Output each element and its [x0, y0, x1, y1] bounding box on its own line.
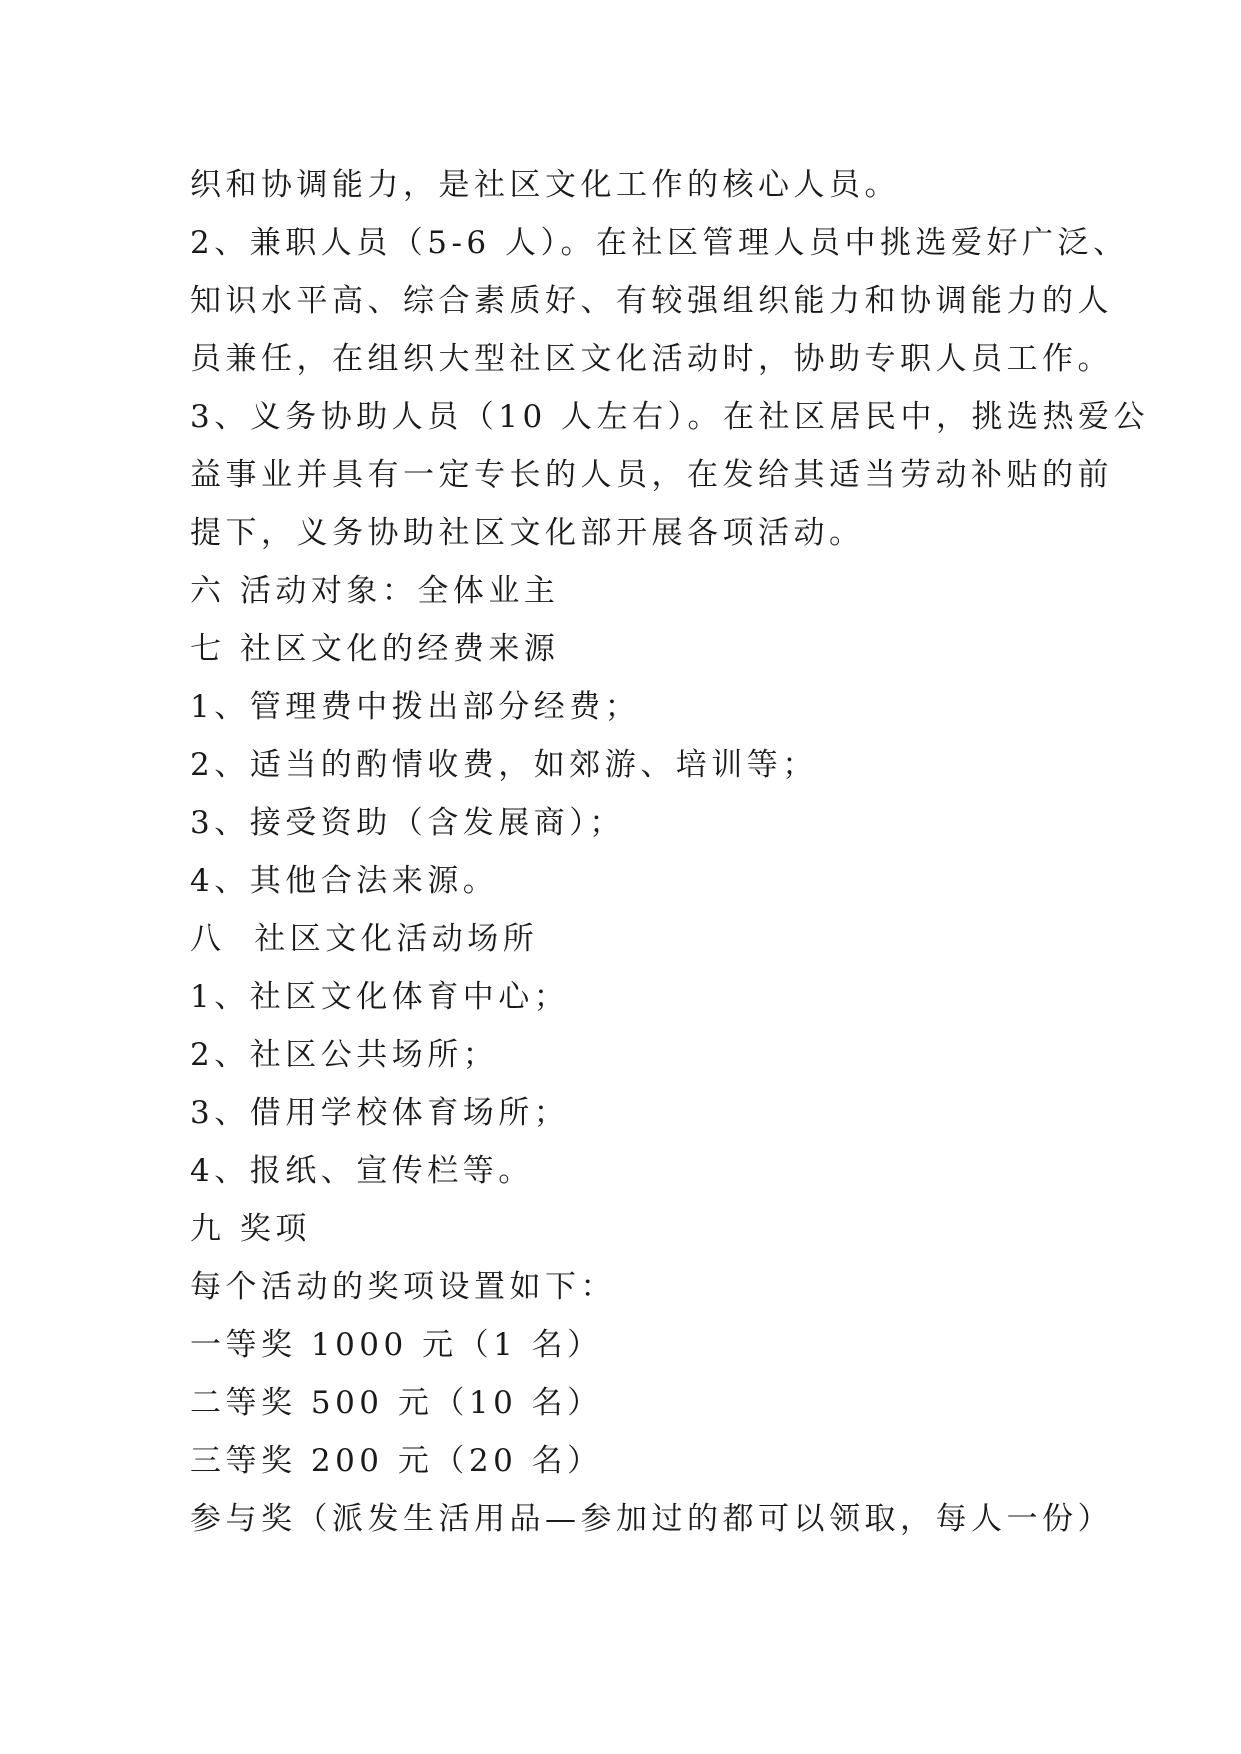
list-item: 3、接受资助（含发展商）；	[190, 805, 625, 841]
list-item: 2、适当的酌情收费，如郊游、培训等；	[190, 747, 818, 783]
document-body	[190, 156, 1150, 1548]
list-item: 4、报纸、宣传栏等。	[190, 1153, 534, 1189]
text-line: 3、义务协助人员（10 人左右）。在社区居民中，挑选热爱公	[190, 399, 1150, 435]
section-heading: 八 社区文化活动场所	[190, 921, 539, 957]
section-heading: 七 社区文化的经费来源	[190, 631, 560, 667]
prize-line: 三等奖 200 元（20 名）	[190, 1443, 603, 1479]
text-line: 知识水平高、综合素质好、有较强组织能力和协调能力的人	[190, 283, 1113, 319]
text-line: 益事业并具有一定专长的人员，在发给其适当劳动补贴的前	[190, 457, 1113, 493]
text-line: 员兼任，在组织大型社区文化活动时，协助专职人员工作。	[190, 341, 1113, 377]
list-item: 1、管理费中拨出部分经费；	[190, 689, 641, 725]
list-item: 4、其他合法来源。	[190, 863, 499, 899]
text-line: 每个活动的奖项设置如下：	[190, 1269, 616, 1305]
text-line: 2、兼职人员（5-6 人）。在社区管理人员中挑选爱好广泛、	[190, 225, 1129, 261]
list-item: 3、借用学校体育场所；	[190, 1095, 570, 1131]
section-heading: 六 活动对象：全体业主	[190, 573, 560, 609]
prize-line: 一等奖 1000 元（1 名）	[190, 1327, 603, 1363]
list-item: 2、社区公共场所；	[190, 1037, 499, 1073]
prize-line: 二等奖 500 元（10 名）	[190, 1385, 603, 1421]
list-item: 1、社区文化体育中心；	[190, 979, 570, 1015]
text-line: 织和协调能力，是社区文化工作的核心人员。	[190, 167, 900, 203]
section-heading: 九 奖项	[190, 1211, 311, 1247]
text-line: 提下，义务协助社区文化部开展各项活动。	[190, 515, 865, 551]
prize-line: 参与奖（派发生活用品—参加过的都可以领取，每人一份）	[190, 1501, 1113, 1537]
